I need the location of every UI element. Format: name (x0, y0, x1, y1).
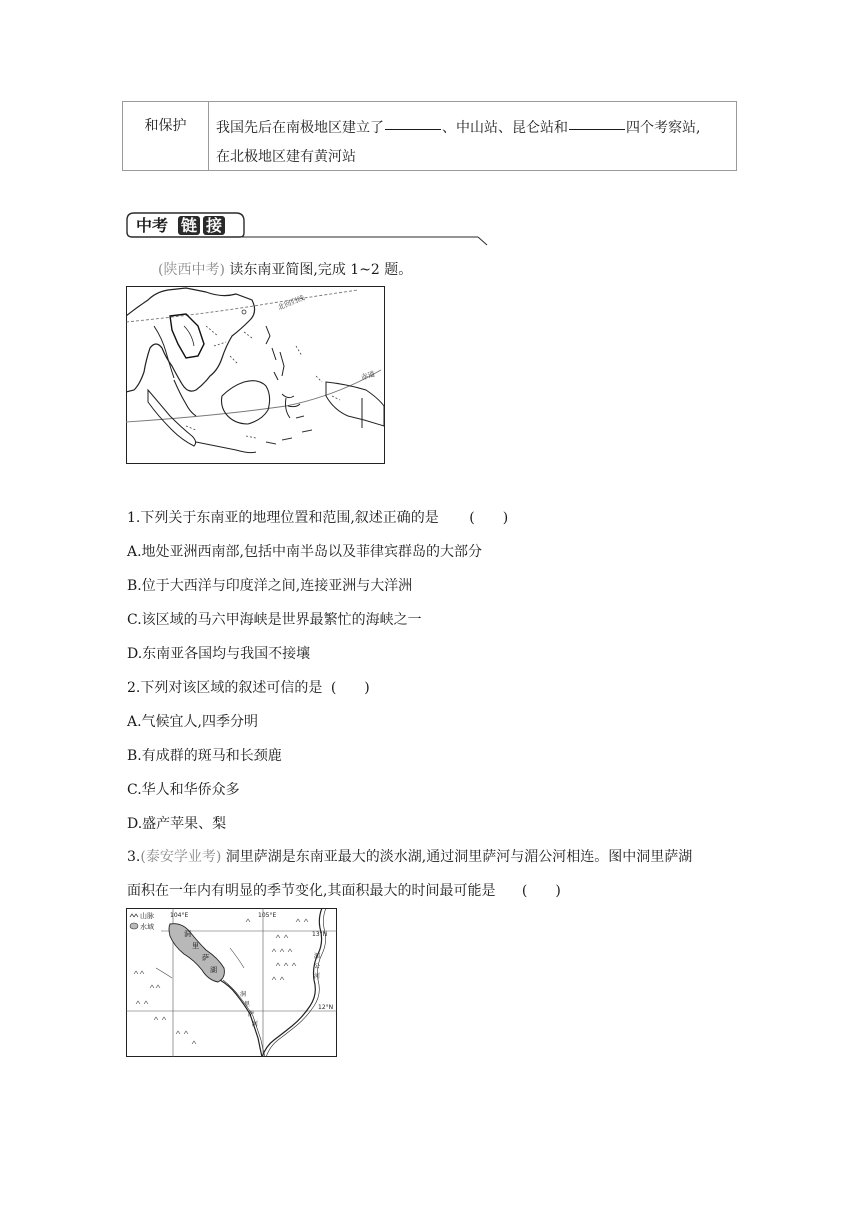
section-title-char-1: 链 (181, 216, 198, 235)
mekong-char-3: 河 (314, 973, 321, 980)
q2-option-a[interactable]: A.气候宜人,四季分明 (127, 714, 259, 730)
intro-text: 读东南亚简图,完成 1~2 题。 (229, 262, 413, 278)
q1-stem-line (127, 507, 508, 527)
intro-source: (陕西中考) (158, 262, 225, 278)
info-table (122, 101, 737, 171)
q1-stem: 1.下列关于东南亚的地理位置和范围,叙述正确的是 (127, 510, 439, 526)
lon-label-105: 105°E (258, 912, 277, 919)
lake-char-2: 里 (192, 942, 199, 950)
section-header-badge (126, 212, 488, 248)
mekong-char-1: 湄 (314, 953, 321, 960)
q3-line2 (127, 880, 561, 900)
intro-line (158, 259, 412, 279)
q2-option-d[interactable]: D.盛产苹果、梨 (127, 816, 227, 832)
map-legend (127, 909, 161, 933)
equator-label: 赤道 (360, 369, 376, 382)
table-cell-text (216, 114, 731, 172)
answer-blank-2[interactable] (569, 128, 625, 130)
table-row-label: 和保护 (123, 102, 209, 170)
q3-line1 (127, 846, 692, 866)
q1-option-a[interactable]: A.地处亚洲西南部,包括中南半岛以及菲律宾群岛的大部分 (127, 544, 483, 560)
section-title-char-2: 接 (206, 216, 223, 235)
table-text-part3: 四个考察站, (626, 120, 701, 136)
river-char-1: 洞 (240, 991, 247, 998)
table-text-line2: 在北极地区建有黄河站 (216, 149, 356, 165)
river-char-2: 里 (244, 1001, 251, 1008)
southeast-asia-map (126, 286, 385, 464)
q3-number: 3. (127, 849, 141, 865)
q3-text-1: 洞里萨湖是东南亚最大的淡水湖,通过洞里萨河与湄公河相连。图中洞里萨湖 (225, 849, 693, 865)
q1-option-d[interactable]: D.东南亚各国均与我国不接壤 (127, 646, 311, 662)
lake-char-1: 洞 (184, 930, 191, 938)
q2-option-c[interactable]: C.华人和华侨众多 (127, 782, 240, 798)
answer-blank-1[interactable] (385, 128, 441, 130)
q2-answer-paren[interactable]: ( ) (330, 680, 370, 696)
legend-water: 水域 (140, 923, 154, 931)
q3-text-2: 面积在一年内有明显的季节变化,其面积最大的时间最可能是 (127, 883, 496, 899)
lat-label-13: 13°N (312, 931, 328, 938)
q1-option-c[interactable]: C.该区域的马六甲海峡是世界最繁忙的海峡之一 (127, 612, 422, 628)
lat-label-12: 12°N (318, 1004, 334, 1011)
legend-mountain: 山脉 (140, 912, 154, 920)
section-title-left: 中考 (136, 216, 169, 235)
lake-char-3: 萨 (202, 954, 209, 962)
q1-answer-paren[interactable]: ( ) (469, 510, 509, 526)
q3-source: (泰安学业考) (140, 849, 222, 865)
table-text-part2: 、中山站、昆仑站和 (442, 120, 568, 136)
lake-char-4: 湖 (210, 966, 217, 974)
lon-label-104: 104°E (170, 912, 189, 919)
mekong-char-2: 公 (314, 963, 321, 970)
river-char-3: 萨 (248, 1011, 255, 1018)
table-text-part1: 我国先后在南极地区建立了 (216, 120, 384, 136)
q3-answer-paren[interactable]: ( ) (521, 883, 561, 899)
tonle-sap-map (126, 908, 337, 1057)
q2-stem-line (127, 677, 370, 697)
q1-option-b[interactable]: B.位于大西洋与印度洋之间,连接亚洲与大洋洲 (127, 578, 413, 594)
q2-stem: 2.下列对该区域的叙述可信的是 (127, 680, 323, 696)
q2-option-b[interactable]: B.有成群的斑马和长颈鹿 (127, 748, 282, 764)
tropic-label: 北回归线 (276, 293, 306, 312)
river-char-4: 河 (252, 1021, 259, 1028)
